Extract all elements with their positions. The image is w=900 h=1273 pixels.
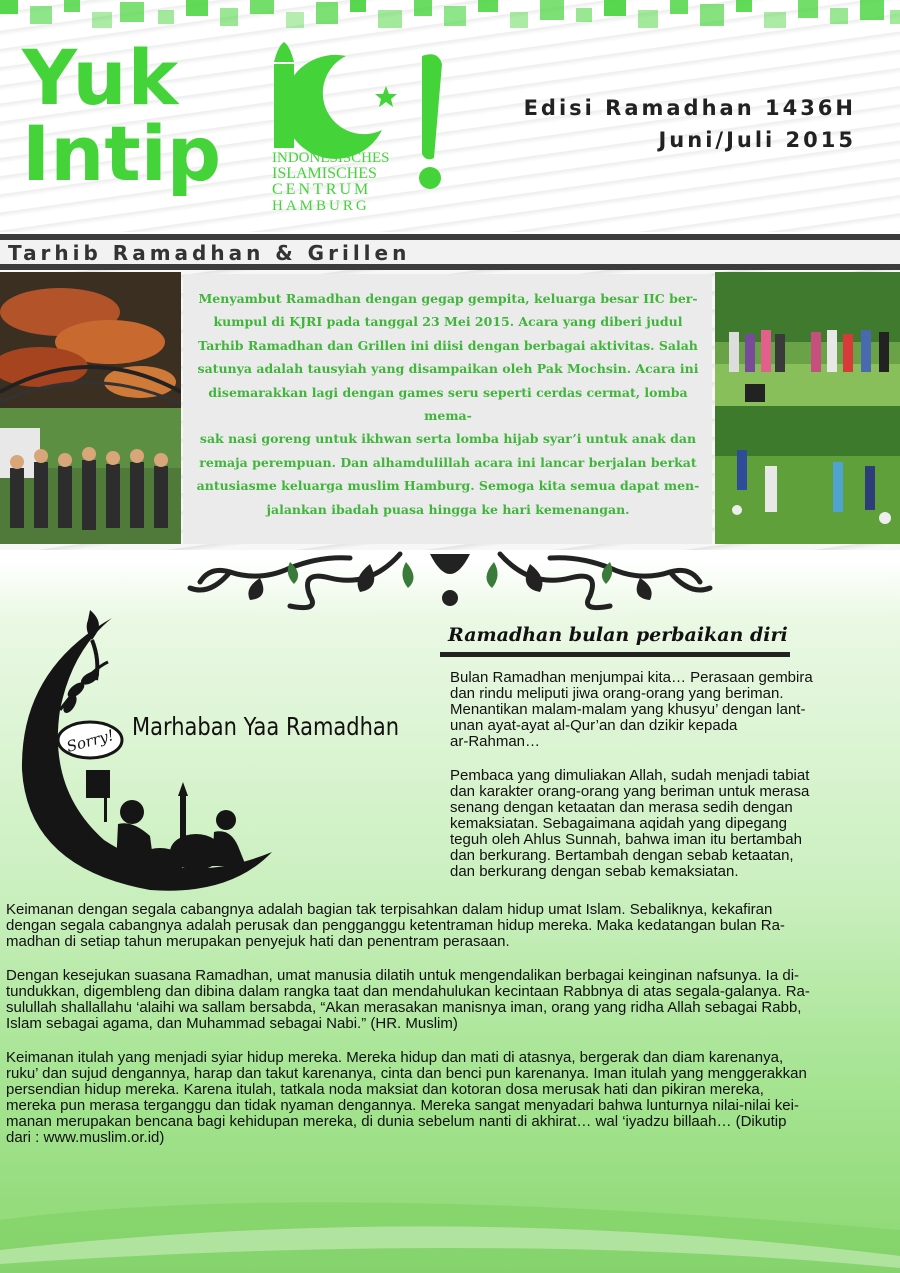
article-paragraph-2: Pembaca yang dimuliakan Allah, sudah menjadi tabiat dan karakter orang-orang yang beriman untuk merasa senang dengan ketaatan dan merasa sedih dengan kemaksiatan. Sebagaimana aqidah yang dipegang teguh oleh Ahlus Sunnah, bahwa iman itu bertambah dan berkurang. Bertambah dengan sebab ketaatan, dan berkurang dengan sebab kemaksiatan. [450,767,810,880]
article-paragraph-1: Bulan Ramadhan menjumpai kita… Perasaan gembira dan rindu meliputi jiwa orang-orang yang beriman. Menantikan malam-malam yang khusyu’ dengan lant- unan ayat-ayat al-Qur’an dan dzikir kepada ar-Rahman… [450,669,813,750]
event-line: Tarhib Ramadhan dan Grillen ini diisi dengan berbagai aktivitas. Salah [198,337,698,353]
edition-line-2: Juni/Juli 2015 [658,128,856,152]
photo-football [715,406,900,544]
event-line: jalankan ibadah puasa hingga ke hari kemenangan. [266,501,630,517]
section-title: Tarhib Ramadhan & Grillen [8,241,411,265]
org-line-2: ISLAMISCHES [272,165,377,182]
org-line-4: HAMBURG [272,198,370,214]
event-line: satunya adalah tausyiah yang disampaikan oleh Pak Mochsin. Acara ini [197,361,699,377]
photo-park-group [715,272,900,406]
article-title-underline [440,652,790,657]
org-line-1: INDONESISCHES [272,150,390,166]
sorry-bubble-text: Sorry! [64,726,116,756]
photo-grill [0,272,181,408]
org-line-3: CENTRUM [272,181,372,198]
event-line: antusiasme keluarga muslim Hamburg. Semoga kita semua dapat men- [196,478,700,494]
event-description [190,287,706,521]
event-line: sak nasi goreng untuk ikhwan serta lomba hijab syar’i untuk anak dan [199,431,697,447]
article-title: Ramadhan bulan perbaikan diri [448,624,788,646]
event-line: Menyambut Ramadhan dengan gegap gempita, keluarga besar IIC ber- [198,291,698,306]
crescent-moon-illustration [0,600,290,900]
header-band [0,0,900,232]
brand-title-line2: Intip [22,109,222,198]
event-line: kumpul di KJRI pada tanggal 23 Mei 2015. Acara yang diberi judul [213,314,683,330]
article-paragraph-5: Keimanan itulah yang menjadi syiar hidup mereka. Mereka hidup dan mati di atasnya, bergerak dan diam karenanya, ruku’ dan sujud dengannya, harap dan takut karenanya, cinta dan benci pun karenanya. Iman itulah yang menggerakkan persendian hidup mereka. Karena itulah, tatkala noda maksiat dan kotoran dosa merusak hati dan pikiran mereka, mereka pun merasa terganggu dan tidak nyaman dengannya. Mereka sangat menyadari bahwa lunturnya nilai-nilai kei- manan merupakan bencana bagi kehidupan mereka, di dunia sebelum nanti di akhirat… wal ‘iyadzu billaah… (Dikutip dari : www.muslim.or.id) [6,1049,807,1146]
bottom-decorative-sweep [0,1160,900,1273]
article-paragraph-4: Dengan kesejukan suasana Ramadhan, umat manusia dilatih untuk mengendalikan berbagai keinginan nafsunya. Ia di- tundukkan, digembleng dan dibina dalam rangka taat dan mendahulukan kecintaan Rabbnya di atas segala-galanya. Ra- sulullah shallallahu ‘alaihi wa sallam bersabda, “Akan merasakan manisnya iman, orang yang ridha Allah sebagai Rabb, Islam sebagai agama, dan Muhammad sebagai Nabi.” (HR. Muslim) [6,967,810,1032]
event-line: remaja perempuan. Dan alhamdulillah acara ini lancar berjalan berkat [199,454,697,470]
edition-info [480,92,856,156]
brand-title-line1: Yuk [22,33,180,122]
edition-line-1: Edisi Ramadhan 1436H [523,96,856,120]
organization-name [272,150,402,214]
photo-crowd [0,408,181,544]
marhaban-greeting: Marhaban Yaa Ramadhan [132,712,400,741]
event-line: disemarakkan lagi dengan games seru seperti cerdas cermat, lomba mema- [208,384,688,424]
article-paragraph-3: Keimanan dengan segala cabangnya adalah bagian tak terpisahkan dalam hidup umat Islam. Sebaliknya, kekafiran dengan segala cabangnya adalah perusak dan pengganggu ketentraman hidup mereka. Maka kedatangan bulan Ra- madhan di setiap tahun merupakan penyejuk hati dan penentram perasaan. [6,901,785,950]
